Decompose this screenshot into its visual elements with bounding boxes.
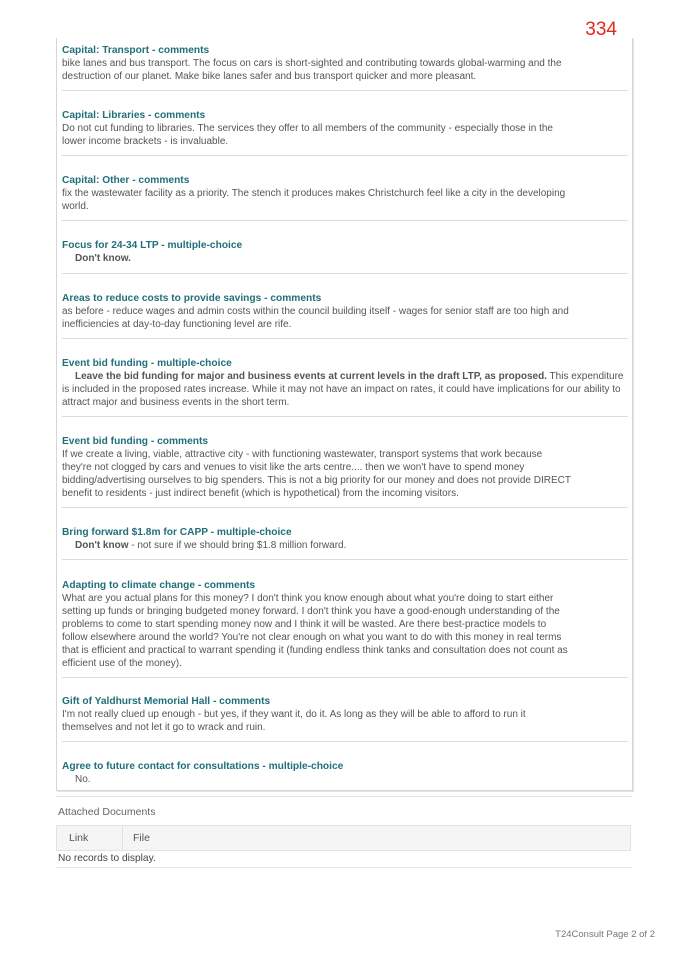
page-number: 334 bbox=[585, 19, 617, 40]
answer bbox=[62, 252, 628, 265]
question-title: Event bid funding - comments bbox=[62, 436, 209, 447]
no-records-message: No records to display. bbox=[58, 853, 156, 864]
answer-choice: Don't know. bbox=[75, 253, 131, 264]
item-focus-ltp bbox=[62, 239, 628, 274]
item-future-contact bbox=[62, 760, 628, 786]
attached-documents-title: Attached Documents bbox=[58, 806, 156, 818]
answer bbox=[62, 370, 628, 409]
item-event-bid-comments bbox=[62, 435, 628, 508]
answer bbox=[62, 773, 628, 786]
question-title: Capital: Libraries - comments bbox=[62, 110, 206, 121]
comment-text: I'm not really clued up enough - but yes, if they want it, do it. As long as they will be able to afford to run it themselves and not let it go to wrack and ruin. bbox=[62, 709, 526, 733]
item-capital-libraries bbox=[62, 109, 628, 156]
answer-choice: Don't know bbox=[75, 540, 129, 551]
submission-panel bbox=[56, 38, 633, 791]
question-title: Event bid funding - multiple-choice bbox=[62, 358, 232, 369]
section-divider bbox=[56, 796, 632, 797]
answer-explanation: - not sure if we should bring $1.8 million forward. bbox=[128, 540, 347, 551]
comment-text: as before - reduce wages and admin costs within the council building itself - wages for senior staff are too high and inefficiencies at day-to-day functioning level are rife. bbox=[62, 306, 569, 330]
item-reduce-costs bbox=[62, 292, 628, 339]
item-capp bbox=[62, 526, 628, 560]
comment-text: If we create a living, viable, attractive city - with functioning wastewater, transport systems that work because they're not clogged by cars and venues to visit like the arts centre.... then we won't have to spend money bidding/advertising ourselves to big spenders. This is not a big priority for our money and does not provide DIRECT benefit to residents - just indirect benefit (which is hypothetical) from the incoming visitors. bbox=[62, 449, 571, 499]
comment-text: Do not cut funding to libraries. The services they offer to all members of the community - especially those in the lower income brackets - is invaluable. bbox=[62, 123, 553, 147]
question-title: Capital: Transport - comments bbox=[62, 45, 210, 56]
question-title: Adapting to climate change - comments bbox=[62, 580, 256, 591]
question-title: Bring forward $1.8m for CAPP - multiple-choice bbox=[62, 527, 292, 538]
answer bbox=[62, 539, 628, 552]
item-event-bid-choice bbox=[62, 357, 628, 417]
page-footer: T24Consult Page 2 of 2 bbox=[555, 929, 655, 940]
answer-explanation: This expenditure is included in the proposed rates increase. While it may not have an impact on rates, it could have implications for our ability to attract major and business events in the short term. bbox=[62, 371, 624, 408]
column-header-file[interactable]: File bbox=[133, 832, 150, 844]
question-title: Agree to future contact for consultations - multiple-choice bbox=[62, 761, 344, 772]
item-climate-change bbox=[62, 579, 628, 678]
item-capital-transport bbox=[62, 44, 628, 91]
comment-text: bike lanes and bus transport. The focus on cars is short-sighted and contributing towards global-warming and the destruction of our planet. Make bike lanes safer and bus transport quicker and more pleasant. bbox=[62, 58, 562, 82]
item-capital-other bbox=[62, 174, 628, 221]
question-title: Areas to reduce costs to provide savings - comments bbox=[62, 293, 322, 304]
answer-choice: Leave the bid funding for major and business events at current levels in the draft LTP, as proposed. bbox=[75, 371, 547, 382]
question-title: Focus for 24-34 LTP - multiple-choice bbox=[62, 240, 243, 251]
question-title: Gift of Yaldhurst Memorial Hall - comments bbox=[62, 696, 271, 707]
attachments-table-header bbox=[56, 825, 631, 851]
answer-choice: No. bbox=[75, 774, 91, 785]
item-yaldhurst-hall bbox=[62, 695, 628, 742]
question-title: Capital: Other - comments bbox=[62, 175, 190, 186]
comment-text: What are you actual plans for this money? I don't think you know enough about what you're doing to start either setting up funds or bringing budgeted money forward. I don't think you have a good-enough understanding of the problems to come to start spending money now and I think it will be wasted. Are there best-practice models to follow elsewhere around the world? You're not clear enough on what you want to do with this money in real terms that is efficient and practical to warrant spending it (funding endless think tanks and consultation does not count as efficient use of the money). bbox=[62, 593, 568, 669]
table-bottom-border bbox=[56, 867, 632, 868]
column-header-link[interactable]: Link bbox=[69, 832, 89, 844]
comment-text: fix the wastewater facility as a priority. The stench it produces makes Christchurch feel like a city in the developing world. bbox=[62, 188, 566, 212]
column-divider bbox=[122, 826, 123, 850]
